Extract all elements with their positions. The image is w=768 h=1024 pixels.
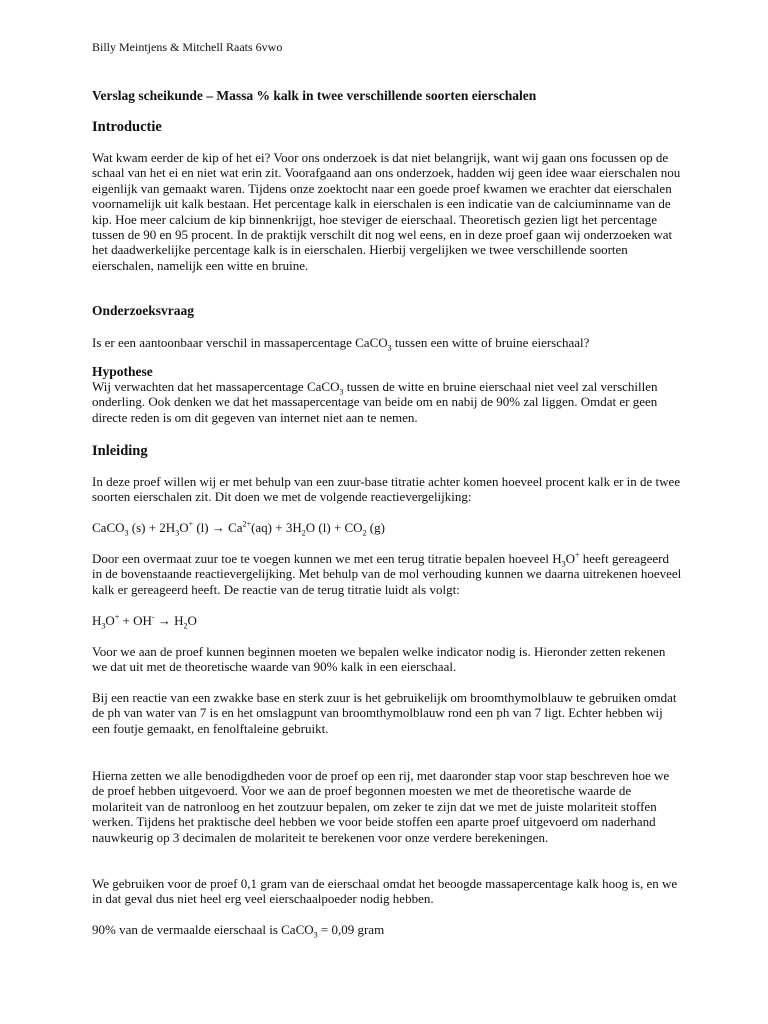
paragraph-onderzoeksvraag: Is er een aantoonbaar verschil in massapercentage CaCO$_3$ tussen een witte of bruine eierschaal? xyxy=(92,335,590,353)
equation-back-titration: $H_3O^+ + OH^- \to H_2O$ xyxy=(92,612,197,631)
paragraph-inleiding-1: In deze proef willen wij er met behulp van een zuur-base titratie achter komen hoeveel procent kalk er in de twee soorten eierschalen zit. Dit doen we met de volgende reactievergelijking: xyxy=(92,474,681,505)
paragraph-inleiding-6: We gebruiken voor de proef 0,1 gram van de eierschaal omdat het beoogde massapercentage kalk hoog is, en we in dat geval dus niet heel erg veel eierschaalpoeder nodig hebben. xyxy=(92,876,678,907)
paragraph-inleiding-5: Hierna zetten we alle benodigdheden voor de proef op een rij, met daaronder stap voor stap beschreven hoe we de proef hebben uitgevoerd. Voor we aan de proef begonnen moesten we met de theoretische waarde de molariteit van de natronloog en het zoutzuur bepalen, om zeker te zijn dat we met de juiste molariteit stoffen werken. Tijdens het praktische deel hebben we voor beide stoffen een aparte proef uitgevoerd om naderhand nauwkeurig op 3 decimalen de molariteit te berekenen voor onze verdere berekeningen. xyxy=(92,768,670,845)
report-title: Verslag scheikunde – Massa % kalk in twee verschillende soorten eierschalen xyxy=(92,88,537,103)
heading-introductie: Introductie xyxy=(92,119,162,135)
paragraph-inleiding-7: 90% van de vermaalde eierschaal is CaCO$_3$ = 0,09 gram xyxy=(92,922,385,940)
heading-onderzoeksvraag: Onderzoeksvraag xyxy=(92,303,194,318)
paragraph-inleiding-2: Door een overmaat zuur toe te voegen kunnen we met een terug titratie bepalen hoeveel $H_3O^+$ heeft gereageerd in de bovenstaande reactievergelijking. Met behulp van de mol verhouding kunnen we daarna uitrekenen hoeveel kalk er gereageerd heeft. De reactie van de terug titratie luidt als volgt: xyxy=(92,550,682,597)
paragraph-introductie: Wat kwam eerder de kip of het ei? Voor ons onderzoek is dat niet belangrijk, want wij gaan ons focussen op de schaal van het ei en niet wat erin zit. Voorafgaand aan ons onderzoek, hadden wij geen idee waar eierschalen nou eigenlijk van gemaakt waren. Tijdens onze zoektocht naar een goede proef kwamen we erachter dat eierschalen voornamelijk uit kalk bestaan. Het percentage kalk in eierschalen is een indicatie van de calciuminname van de kip. Hoe meer calcium de kip binnenkrijgt, hoe steviger de eierschaal. Theoretisch gezien ligt het percentage tussen de 90 en 95 procent. In de praktijk verschilt dit nog wel eens, en in deze proef gaan wij onderzoeken wat het daadwerkelijke percentage kalk is in eierschalen. Hierbij vergelijken we twee verschillende soorten eierschalen, namelijk een witte en bruine. xyxy=(92,150,681,273)
paragraph-inleiding-3: Voor we aan de proef kunnen beginnen moeten we bepalen welke indicator nodig is. Hieronder zetten rekenen we dat uit met de theoretische waarde van 90% kalk in een eierschaal. xyxy=(92,644,666,675)
heading-inleiding: Inleiding xyxy=(92,443,148,459)
equation-main-reaction: CaCO$_3$ $(s) + 2H_3O^+$ $(l) \to Ca^{2+}(aq) + 3H_2O$ $(l) + CO_2$ (g) xyxy=(92,519,385,538)
paragraph-hypothese: Wij verwachten dat het massapercentage CaCO$_3$ tussen de witte en bruine eierschaal niet veel zal verschillen onderling. Ook denken we dat het massapercentage van beide om en nabij de 90% zal liggen. Omdat er geen directe reden is om dit gegeven van internet niet aan te nemen. xyxy=(92,379,658,425)
paragraph-inleiding-4: Bij een reactie van een zwakke base en sterk zuur is het gebruikelijk om broomthymolblauw te gebruiken omdat de ph van water van 7 is en het omslagpunt van broomthymolblauw rond een ph van 7 ligt. Echter hebben wij een foutje gemaakt, en fenolftaleine gebruikt. xyxy=(92,690,677,736)
heading-hypothese: Hypothese xyxy=(92,364,153,379)
page-header: Billy Meintjens & Mitchell Raats 6vwo xyxy=(92,40,283,54)
